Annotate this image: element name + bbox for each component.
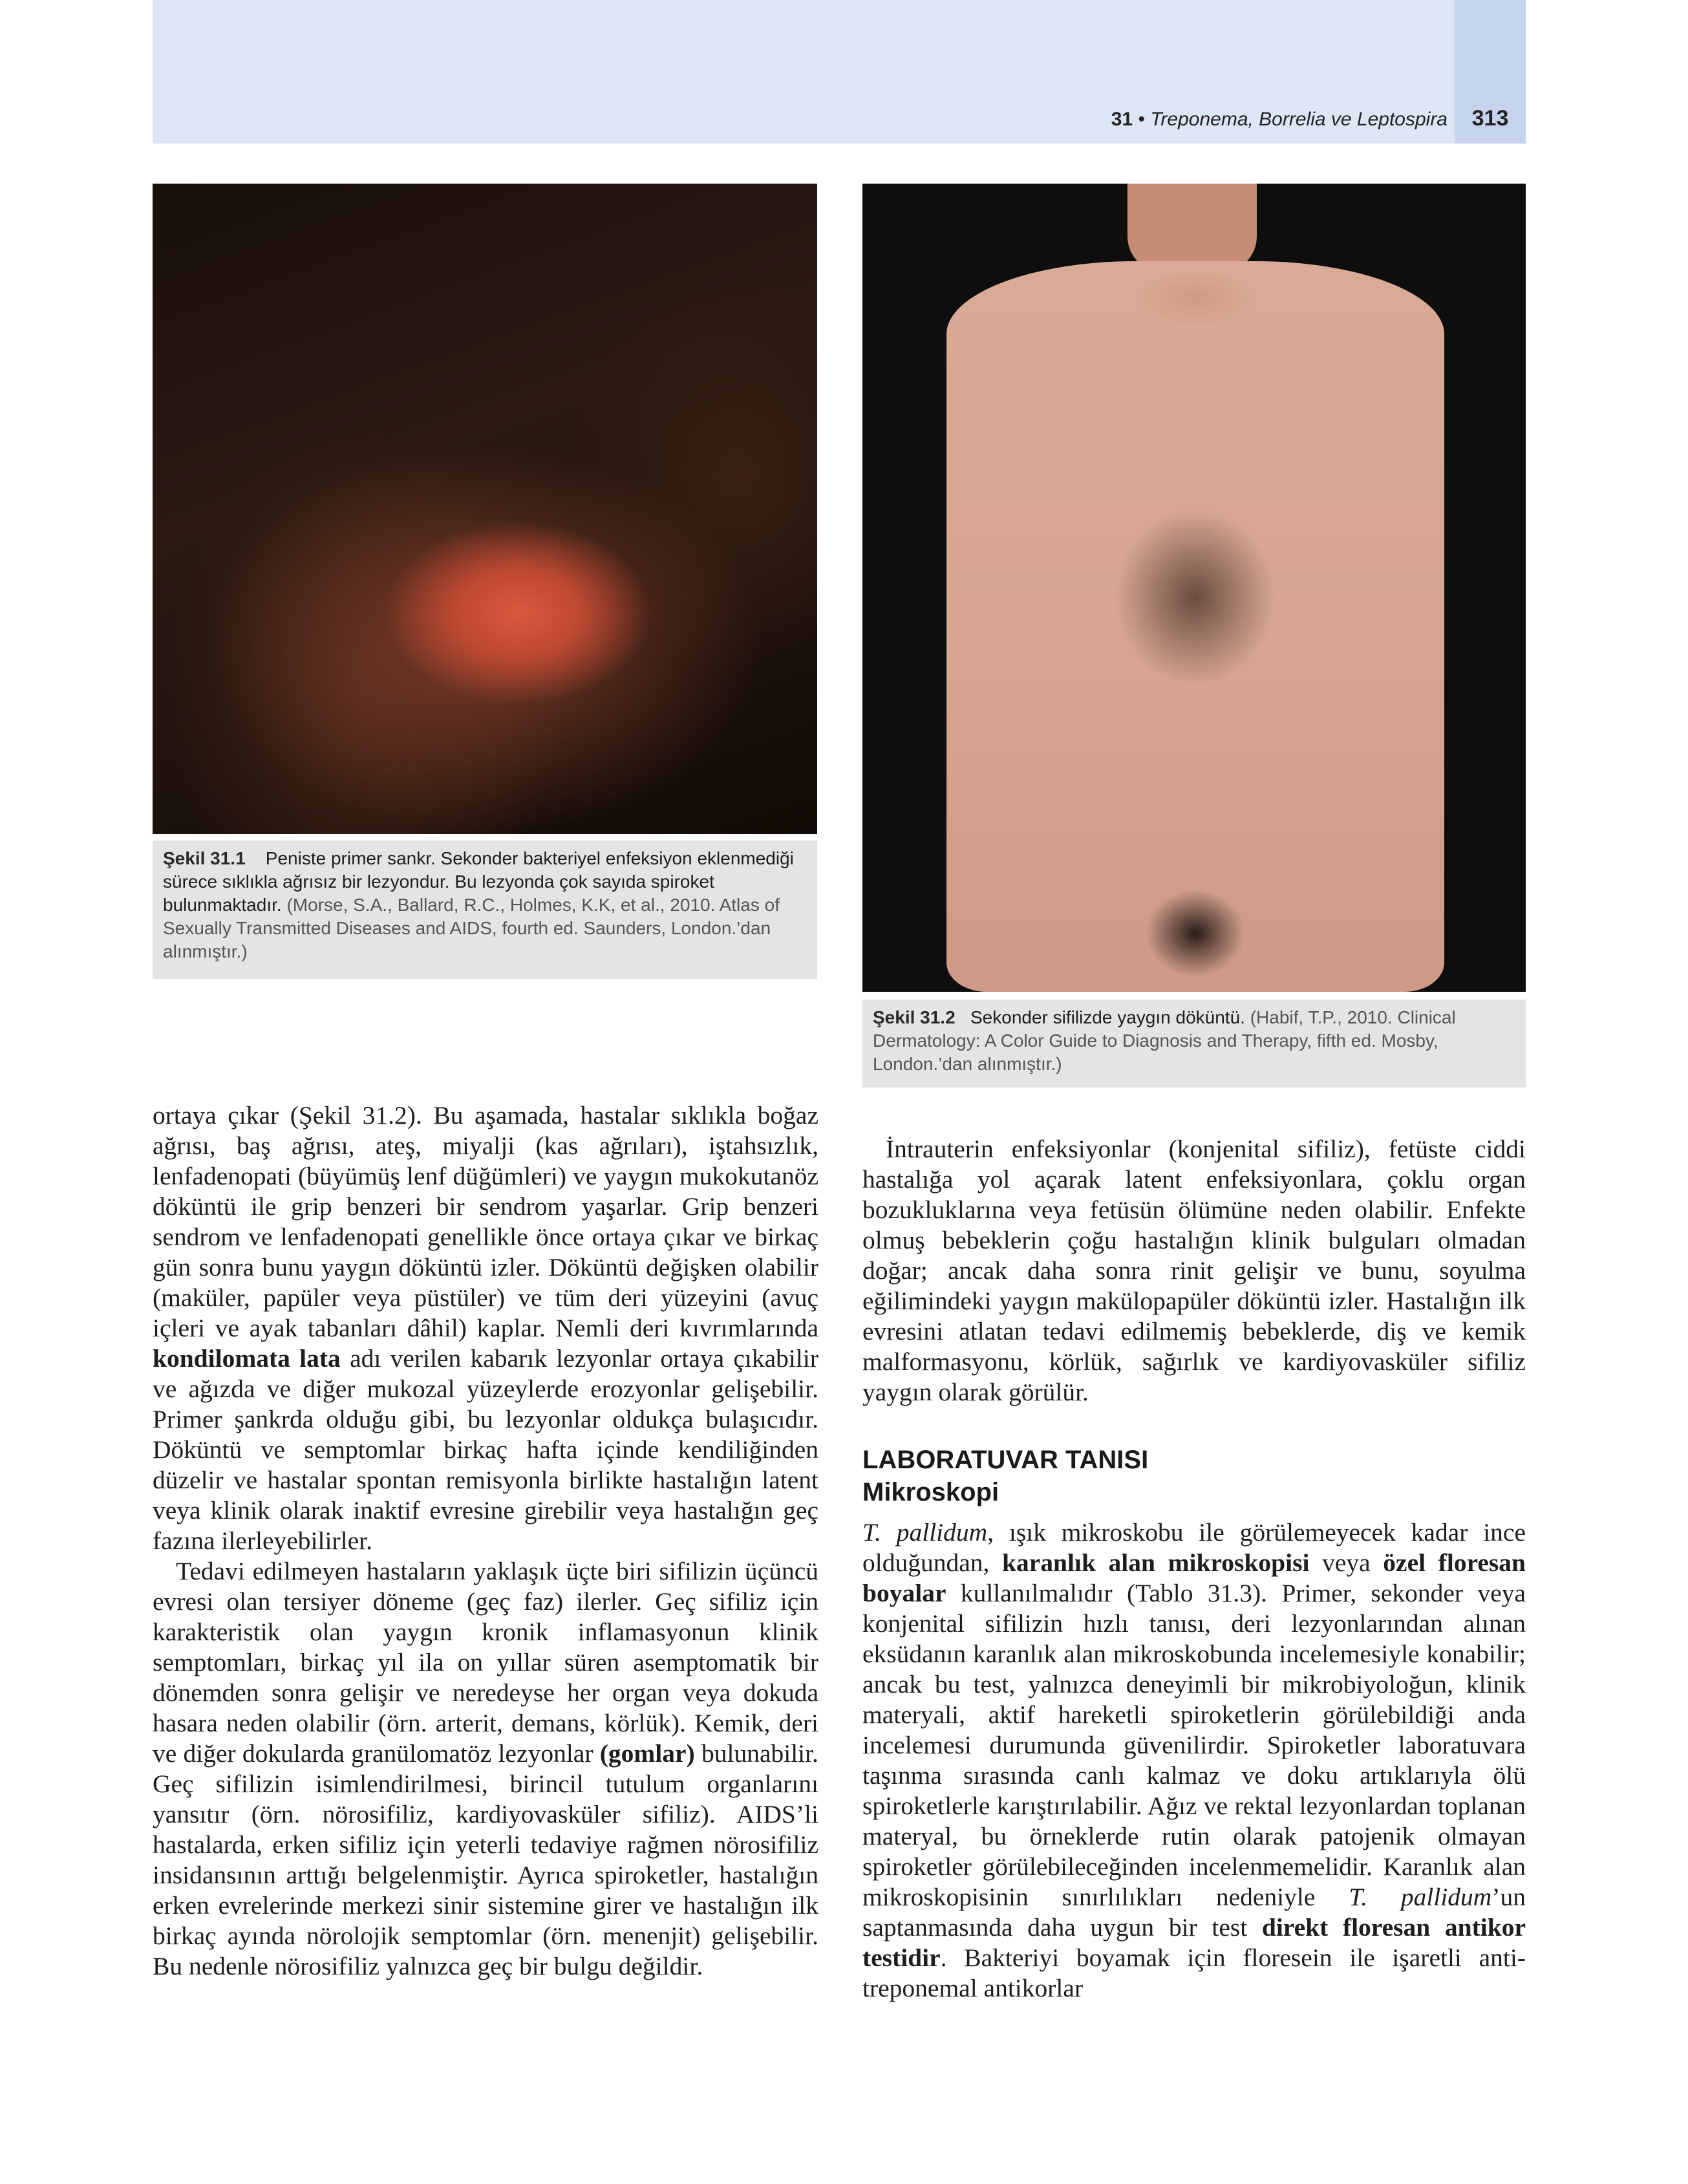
running-head — [1111, 109, 1448, 131]
figure1-caption — [153, 840, 817, 979]
key-term: direkt floresan antikor testidir — [862, 1913, 1526, 1972]
section-heading: LABORATUVAR TANISI — [862, 1446, 1149, 1474]
right-column — [862, 1134, 1526, 2004]
figure-secondary-rash-photo — [862, 184, 1526, 992]
key-term: karanlık alan mikroskopisi — [1002, 1548, 1310, 1577]
left-column — [153, 1100, 818, 1982]
text-run: ’un saptanmasında daha uygun bir test — [862, 1883, 1526, 1942]
text-run: kullanılmalıdır (Tablo 31.3). Primer, sekonder veya konjenital sifilizin hızlı tanısı, deri lezyonlarından alınan eksüdanın karanlık alan mikroskobunda incelemesiyle konabilir; ancak bu test, yalnızca deneyimli bir mikrobiyoloğun, klinik materyali, aktif hareketli spiroketlerin görülebildiği anda incelemesi durumunda güvenilirdir. Spiroketler laboratuvara taşınma sırasında canlı kalmaz ve doku artıklarıyla ölü spiroketlerle karıştırılabilir. Ağız ve rektal lezyonlardan toplanan materyal, bu örneklerde rutin olarak patojenik olmayan spiroketler görülebileceğinden incelenmemelidir. Karanlık alan mikroskopisinin sınırlılıkları nedeniyle — [862, 1579, 1526, 1911]
figure1-caption-main: Peniste primer sankr. Sekonder bakteriyel enfeksiyon eklenmediği sürece sıklıkla ağrısız bir lezyondur. Bu lezyonda çok sayıda spiroket bulunmaktadır. — [163, 848, 794, 915]
chapter-title: Treponema, Borrelia ve Leptospira — [1150, 109, 1448, 130]
separator-bullet: • — [1138, 109, 1145, 130]
body-paragraph — [153, 1556, 818, 1982]
text-run: , ışık mikroskobu ile görülemeyecek kadar ince olduğundan, — [862, 1518, 1526, 1577]
text-run: veya — [1322, 1548, 1371, 1577]
figure2-label: Şekil 31.2 — [873, 1007, 956, 1027]
text-run: bulunabilir. Geç sifilizin isimlendirilmesi, birincil tutulum organlarını yansıtır (örn. nörosifiliz, kardiyovasküler sifiliz). AIDS’li hastalarda, erken sifiliz için yeterli tedaviye rağmen nörosifiliz insidansının arttığı belgelenmiştir. Ayrıca spiroketler, hastalığın erken evrelerinde merkezi sinir sistemine girer ve hastalığın ilk birkaç ayında nörolojik semptomlar (örn. menenjit) gelişebilir. Bu nedenle nörosifiliz yalnızca geç bir bulgu değildir. — [153, 1739, 818, 1980]
text-run: Tedavi edilmeyen hastaların yaklaşık üçte biri sifilizin üçüncü evresi olan tersiyer döneme (geç faz) ilerler. Geç sifiliz için karakteristik olan yaygın kronik inflamasyonun klinik semptomları, birkaç yıl ila on yıllar süren asemptomatik bir dönemden sonra gelişir ve neredeyse her organ veya dokuda hasara neden olabilir (örn. arterit, demans, körlük). Kemik, deri ve diğer dokularda granülomatöz lezyonlar — [153, 1557, 818, 1768]
key-term: kondilomata lata — [153, 1344, 341, 1373]
body-paragraph — [862, 1517, 1526, 2004]
body-paragraph — [153, 1100, 818, 1556]
subsection-heading: Mikroskopi — [862, 1478, 999, 1506]
figure1-caption-source: (Morse, S.A., Ballard, R.C., Holmes, K.K, et al., 2010. Atlas of Sexually Transmitted Diseases and AIDS, fourth ed. Saunders, London.’dan alınmıştır.) — [163, 895, 780, 961]
chapter-number: 31 — [1111, 109, 1133, 130]
text-run: . Bakteriyi boyamak için floresein ile işaretli anti-treponemal antikorlar — [862, 1943, 1526, 2002]
species-name: T. pallidum — [1349, 1883, 1492, 1911]
text-run: ortaya çıkar (Şekil 31.2). Bu aşamada, hastalar sıklıkla boğaz ağrısı, baş ağrısı, ateş, miyalji (kas ağrıları), iştahsızlık, lenfadenopati (büyümüş lenf düğümleri) ve yaygın mukokutanöz döküntü ile grip benzeri bir sendrom yaşarlar. Grip benzeri sendrom ve lenfadenopati genellikle önce ortaya çıkar ve birkaç gün sonra bunu yaygın döküntü izler. Döküntü değişken olabilir (maküler, papüler veya püstüler) ve tüm deri yüzeyini (avuç içleri ve ayak tabanları dâhil) kaplar. Nemli deri kıvrımlarında — [153, 1101, 818, 1342]
figure1-label: Şekil 31.1 — [163, 848, 246, 868]
photo-torso — [946, 261, 1444, 992]
figure-primary-chancre-photo — [153, 184, 817, 834]
page-number: 313 — [1471, 106, 1509, 131]
figure2-caption-main: Sekonder sifilizde yaygın döküntü. — [970, 1007, 1245, 1027]
body-paragraph: İntrauterin enfeksiyonlar (konjenital sifiliz), fetüste ciddi hastalığa yol açarak latent enfeksiyonlara, çoklu organ bozukluklarına veya fetüsün ölümüne neden olabilir. Enfekte olmuş bebeklerin çoğu hastalığın klinik bulguları olmadan doğar; ancak daha sonra rinit gelişir ve bunu, soyulma eğilimindeki yaygın makülopapüler döküntü izler. Hastalığın ilk evresini atlatan tedavi edilmemiş bebeklerde, diş ve kemik malformasyonu, körlük, sağırlık ve kardiyovasküler sifiliz yaygın olarak görülür. — [862, 1135, 1526, 1406]
key-term: özel floresan boyalar — [862, 1548, 1526, 1607]
text-run: adı verilen kabarık lezyonlar ortaya çıkabilir ve ağızda ve diğer mukozal yüzeylerde erozyonlar gelişebilir. Primer şankrda olduğu gibi, bu lezyonlar oldukça bulaşıcıdır. Döküntü ve semptomlar birkaç hafta içinde kendiliğinden düzelir ve hastalar spontan remisyonla birlikte hastalığın latent veya klinik olarak inaktif evresine girebilir veya hastalığın geç fazına ilerleyebilirler. — [153, 1344, 819, 1555]
species-name: T. pallidum — [862, 1518, 988, 1547]
key-term: (gomlar) — [599, 1739, 695, 1768]
figure2-caption-source: (Habif, T.P., 2010. Clinical Dermatology: A Color Guide to Diagnosis and Therapy, fifth ed. Mosby, London.’dan alınmıştır.) — [873, 1007, 1456, 1074]
figure2-caption — [862, 1000, 1526, 1087]
